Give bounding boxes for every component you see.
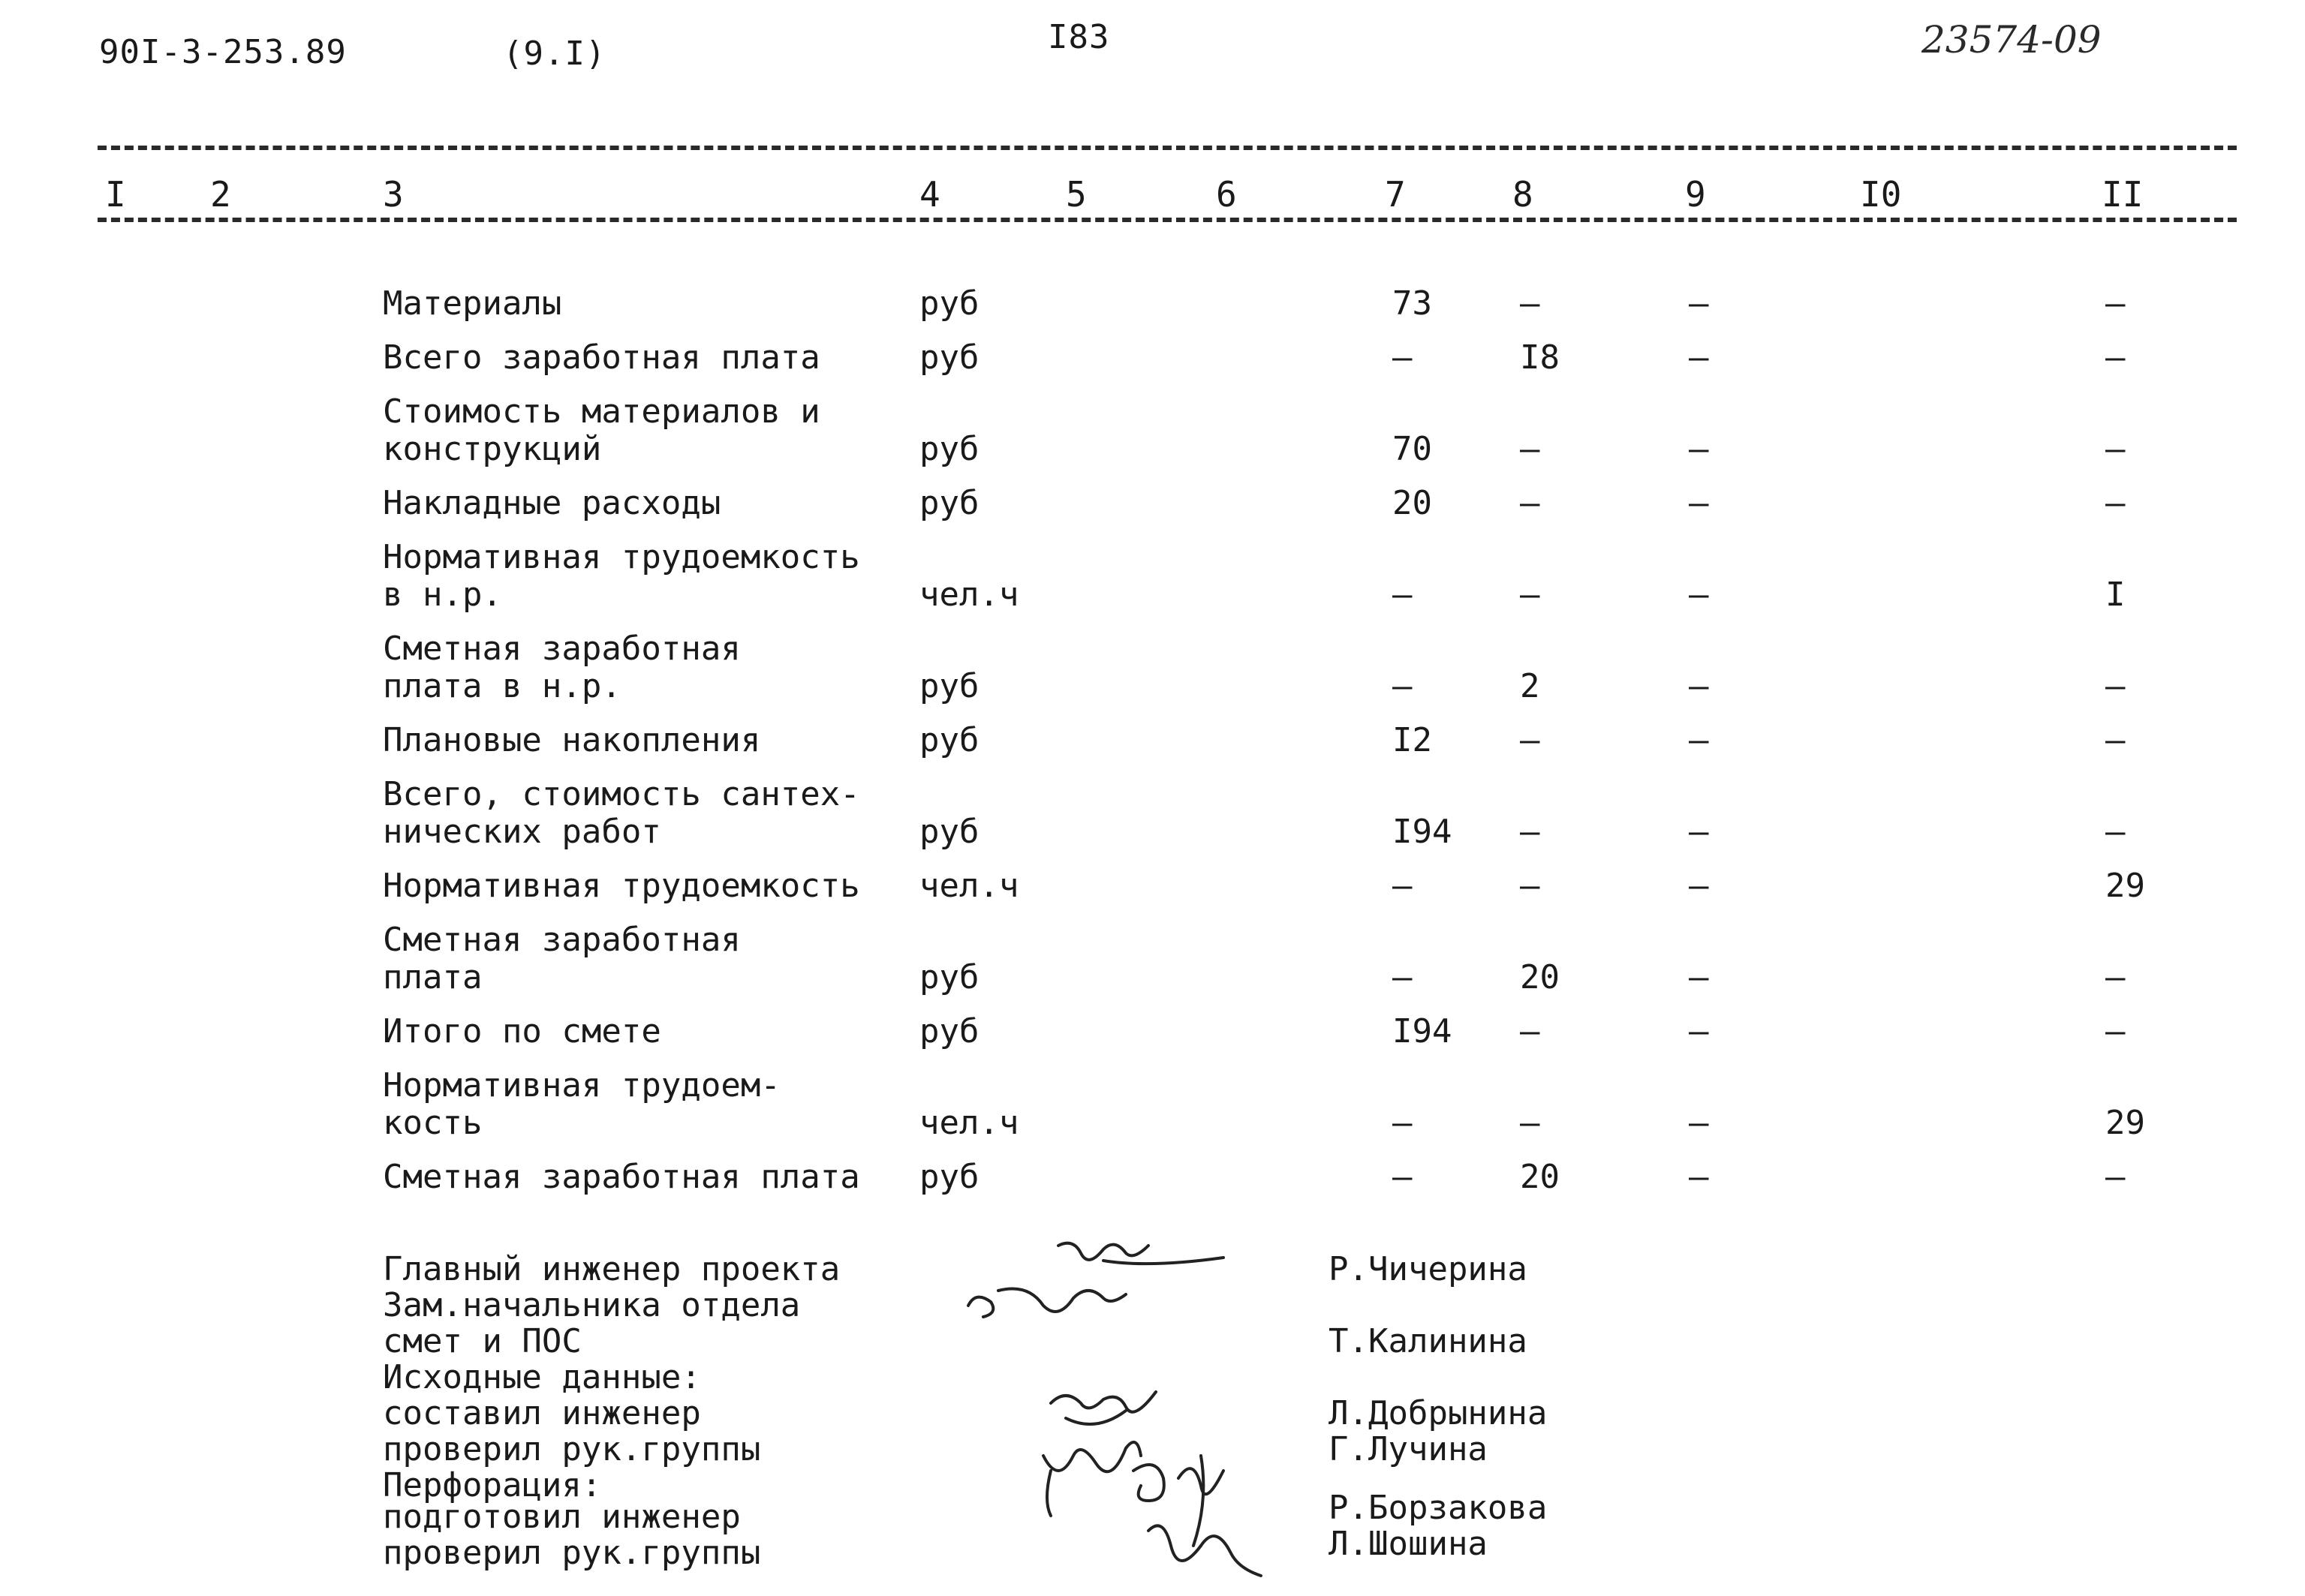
- signature-name: Р.Борзакова: [1329, 1489, 1548, 1527]
- signature-name: Г.Лучина: [1329, 1430, 1488, 1468]
- column-number: I0: [1860, 174, 1902, 215]
- row-label: Стоимость материалов и: [383, 392, 820, 431]
- column-number: 5: [1066, 174, 1087, 215]
- cell-col-9: –: [1689, 958, 1709, 996]
- cell-col-9: –: [1689, 576, 1709, 614]
- cell-col-9: –: [1689, 338, 1709, 377]
- cell-col-11: –: [2105, 1012, 2126, 1050]
- column-number: 2: [210, 174, 231, 215]
- cell-col-7: –: [1392, 867, 1413, 905]
- cell-col-8: 20: [1520, 1158, 1560, 1196]
- row-unit: чел.ч: [919, 576, 1019, 614]
- signature-role: Зам.начальника отдела: [383, 1286, 801, 1324]
- row-unit: руб: [919, 1158, 979, 1196]
- column-number: 4: [919, 174, 940, 215]
- cell-col-11: –: [2105, 667, 2126, 705]
- cell-col-11: –: [2105, 338, 2126, 377]
- signature-role: проверил рук.группы: [383, 1430, 761, 1468]
- row-unit: руб: [919, 338, 979, 377]
- handwritten-signatures: [953, 1231, 1313, 1591]
- cell-col-7: I2: [1392, 721, 1432, 759]
- cell-col-8: –: [1520, 721, 1540, 759]
- signature-name: Л.Шошина: [1329, 1525, 1488, 1563]
- signature-name: Л.Добрынина: [1329, 1394, 1548, 1432]
- cell-col-7: –: [1392, 667, 1413, 705]
- cell-col-8: –: [1520, 284, 1540, 323]
- cell-col-8: 20: [1520, 958, 1560, 996]
- row-unit: руб: [919, 484, 979, 522]
- cell-col-7: I94: [1392, 813, 1452, 851]
- cell-col-7: –: [1392, 1104, 1413, 1142]
- cell-col-8: –: [1520, 813, 1540, 851]
- row-label: плата: [383, 958, 483, 996]
- section-number: (9.I): [503, 35, 606, 73]
- cell-col-9: –: [1689, 1012, 1709, 1050]
- row-label: конструкций: [383, 430, 602, 468]
- column-number: II: [2102, 174, 2144, 215]
- row-label: кость: [383, 1104, 483, 1142]
- row-unit: руб: [919, 430, 979, 468]
- cell-col-9: –: [1689, 721, 1709, 759]
- signature-role: Главный инженер проекта: [383, 1250, 841, 1288]
- signature-role: составил инженер: [383, 1394, 701, 1432]
- cell-col-11: –: [2105, 1158, 2126, 1196]
- column-number: 9: [1685, 174, 1706, 215]
- cell-col-9: –: [1689, 1104, 1709, 1142]
- row-label: Всего заработная плата: [383, 338, 820, 377]
- signature-role: Перфорация:: [383, 1466, 602, 1504]
- row-label: Нормативная трудоемкость: [383, 867, 860, 905]
- cell-col-7: –: [1392, 338, 1413, 377]
- cell-col-11: I: [2105, 576, 2126, 614]
- row-label: Нормативная трудоем-: [383, 1066, 781, 1105]
- cell-col-11: –: [2105, 430, 2126, 468]
- row-label: в н.р.: [383, 576, 502, 614]
- row-label: нических работ: [383, 813, 661, 851]
- row-unit: руб: [919, 284, 979, 323]
- cell-col-7: –: [1392, 958, 1413, 996]
- dashed-rule-columns: [98, 218, 2237, 222]
- cell-col-7: I94: [1392, 1012, 1452, 1050]
- cell-col-8: –: [1520, 1012, 1540, 1050]
- row-label: Нормативная трудоемкость: [383, 538, 860, 576]
- cell-col-8: I8: [1520, 338, 1560, 377]
- cell-col-11: –: [2105, 484, 2126, 522]
- cell-col-8: –: [1520, 867, 1540, 905]
- column-number: 7: [1385, 174, 1406, 215]
- signature-name: Т.Калинина: [1329, 1322, 1527, 1360]
- cell-col-8: 2: [1520, 667, 1540, 705]
- cell-col-8: –: [1520, 484, 1540, 522]
- column-number: 6: [1216, 174, 1237, 215]
- column-number: I: [105, 174, 126, 215]
- cell-col-7: 70: [1392, 430, 1432, 468]
- cell-col-7: 73: [1392, 284, 1432, 323]
- row-unit: руб: [919, 813, 979, 851]
- signature-role: смет и ПОС: [383, 1322, 582, 1360]
- row-label: Сметная заработная: [383, 630, 741, 668]
- handwritten-number: 23574-09: [1921, 18, 2102, 62]
- cell-col-7: –: [1392, 576, 1413, 614]
- cell-col-9: –: [1689, 484, 1709, 522]
- cell-col-9: –: [1689, 867, 1709, 905]
- cell-col-8: –: [1520, 1104, 1540, 1142]
- cell-col-11: –: [2105, 721, 2126, 759]
- row-unit: чел.ч: [919, 867, 1019, 905]
- row-unit: руб: [919, 958, 979, 996]
- row-label: Материалы: [383, 284, 562, 323]
- page-number: I83: [1048, 18, 1110, 56]
- row-label: Плановые накопления: [383, 721, 761, 759]
- cell-col-7: 20: [1392, 484, 1432, 522]
- cell-col-9: –: [1689, 284, 1709, 323]
- row-label: плата в н.р.: [383, 667, 621, 705]
- doc-code: 90I-3-253.89: [99, 33, 347, 71]
- column-number: 3: [383, 174, 404, 215]
- cell-col-8: –: [1520, 430, 1540, 468]
- dashed-rule-top: [98, 146, 2237, 150]
- signature-name: Р.Чичерина: [1329, 1250, 1527, 1288]
- cell-col-9: –: [1689, 667, 1709, 705]
- row-label: Накладные расходы: [383, 484, 721, 522]
- signature-role: проверил рук.группы: [383, 1534, 761, 1572]
- column-number: 8: [1512, 174, 1533, 215]
- row-label: Итого по смете: [383, 1012, 661, 1050]
- signature-role: Исходные данные:: [383, 1358, 701, 1396]
- cell-col-9: –: [1689, 1158, 1709, 1196]
- cell-col-11: –: [2105, 813, 2126, 851]
- cell-col-11: 29: [2105, 867, 2145, 905]
- row-unit: чел.ч: [919, 1104, 1019, 1142]
- cell-col-9: –: [1689, 430, 1709, 468]
- cell-col-8: –: [1520, 576, 1540, 614]
- row-unit: руб: [919, 667, 979, 705]
- cell-col-11: –: [2105, 284, 2126, 323]
- cell-col-7: –: [1392, 1158, 1413, 1196]
- cell-col-9: –: [1689, 813, 1709, 851]
- row-unit: руб: [919, 1012, 979, 1050]
- row-unit: руб: [919, 721, 979, 759]
- row-label: Сметная заработная плата: [383, 1158, 860, 1196]
- cell-col-11: 29: [2105, 1104, 2145, 1142]
- row-label: Сметная заработная: [383, 921, 741, 959]
- row-label: Всего, стоимость сантех-: [383, 775, 860, 813]
- cell-col-11: –: [2105, 958, 2126, 996]
- signature-role: подготовил инженер: [383, 1498, 741, 1536]
